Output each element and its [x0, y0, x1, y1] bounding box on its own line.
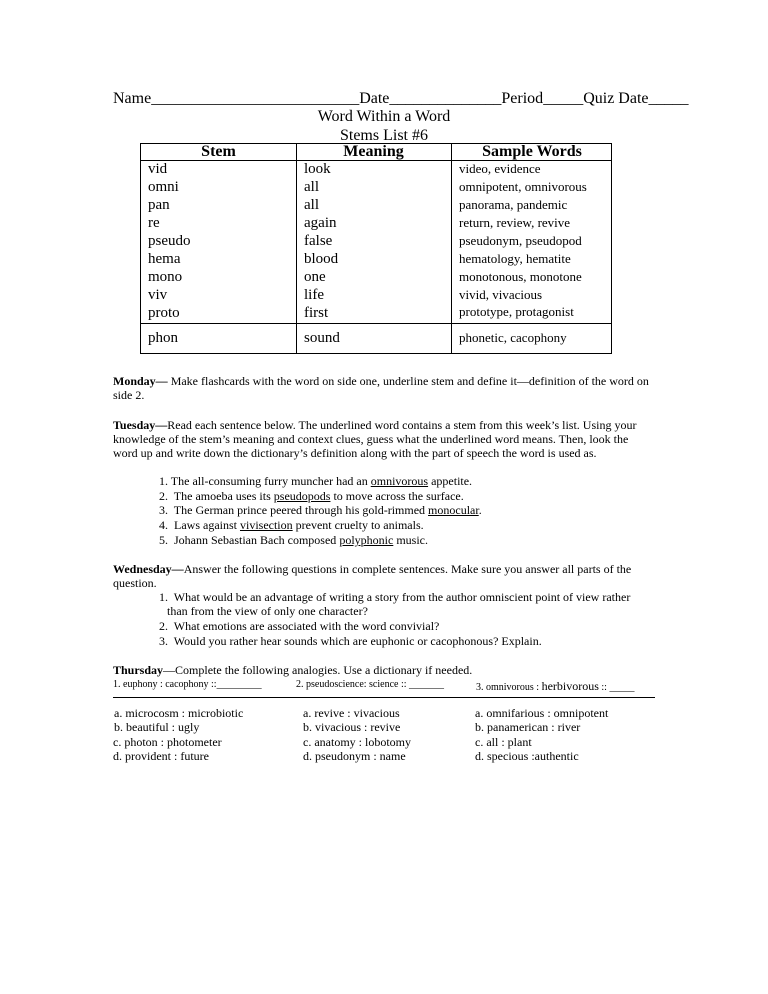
- list-item: 3. Would you rather hear sounds which are euphonic or cacophonous? Explain.: [159, 634, 542, 648]
- page-subtitle: Stems List #6: [339, 127, 428, 144]
- sample-cell: video, evidence: [459, 161, 541, 176]
- answer-choice: a. revive : vivacious: [303, 706, 400, 720]
- answer-choice: c. anatomy : lobotomy: [303, 735, 411, 749]
- list-item: 1. What would be an advantage of writing a story from the author omniscient point of view rather: [159, 590, 631, 604]
- name-label: Name: [113, 90, 152, 107]
- answer-choice: c. all : plant: [475, 735, 532, 749]
- date-label: Date: [359, 90, 390, 107]
- meaning-cell: all: [304, 197, 319, 213]
- meaning-cell: look: [304, 161, 331, 177]
- stem-cell: proto: [148, 305, 180, 321]
- meaning-cell: life: [304, 287, 324, 303]
- underlined-word: polyphonic: [339, 533, 394, 547]
- meaning-cell: sound: [304, 330, 340, 346]
- answer-choice: a. omnifarious : omnipotent: [475, 706, 609, 720]
- answer-choice: c. photon : photometer: [113, 735, 222, 749]
- stem-cell: hema: [148, 251, 181, 267]
- divider: [113, 697, 655, 698]
- list-item-continued: than from the view of only one character?: [167, 604, 368, 618]
- meaning-cell: blood: [304, 251, 339, 267]
- meaning-cell: one: [304, 269, 326, 285]
- sample-cell: omnipotent, omnivorous: [459, 179, 587, 194]
- monday-section: [113, 374, 653, 402]
- name-blank[interactable]: __________________________: [151, 90, 360, 107]
- tuesday-text: Read each sentence below. The underlined word contains a stem from this week’s list. Using your knowledge of the stem’s meaning and context clues, guess what the underlined word means. Then, look the word up and write down the dictionary’s definition along with the part of speech the word is used as.: [113, 418, 637, 460]
- thursday-section: [113, 663, 653, 677]
- period-blank[interactable]: _____: [543, 90, 584, 107]
- answer-choice: d. pseudonym : name: [303, 749, 406, 763]
- stems-table: [140, 143, 612, 354]
- list-item: 4. Laws against vivisection prevent cruelty to animals.: [159, 518, 424, 532]
- wednesday-label: Wednesday—: [113, 562, 184, 576]
- sample-cell: monotonous, monotone: [459, 269, 582, 284]
- list-item: 2. What emotions are associated with the word convivial?: [159, 619, 440, 633]
- meaning-cell: all: [304, 179, 319, 195]
- stem-cell: vid: [148, 161, 168, 177]
- answer-choice: d. provident : future: [113, 749, 209, 763]
- meaning-cell: first: [304, 305, 329, 321]
- answer-choice: b. panamerican : river: [475, 720, 581, 734]
- sample-cell: prototype, protagonist: [459, 304, 574, 319]
- thursday-text: —Complete the following analogies. Use a dictionary if needed.: [163, 663, 473, 677]
- list-item: 3. The German prince peered through his gold-rimmed monocular.: [159, 503, 482, 517]
- quiz-date-blank[interactable]: _____: [648, 90, 689, 107]
- header-stem: Stem: [201, 143, 236, 160]
- stem-cell: omni: [148, 179, 179, 195]
- wednesday-section: [113, 562, 653, 590]
- meaning-cell: again: [304, 215, 337, 231]
- header-meaning: Meaning: [343, 143, 404, 160]
- sample-cell: hematology, hematite: [459, 251, 571, 266]
- list-item: 5. Johann Sebastian Bach composed polyphonic music.: [159, 533, 428, 547]
- sample-cell: return, review, revive: [459, 215, 571, 230]
- wednesday-text: Answer the following questions in complete sentences. Make sure you answer all parts of the question.: [113, 562, 632, 590]
- monday-label: Monday—: [113, 374, 168, 388]
- stem-cell: mono: [148, 269, 183, 285]
- list-item: 1. The all-consuming furry muncher had an omnivorous appetite.: [159, 474, 473, 488]
- sample-cell: phonetic, cacophony: [459, 330, 567, 345]
- sample-cell: panorama, pandemic: [459, 197, 568, 212]
- tuesday-label: Tuesday—: [113, 418, 168, 432]
- answer-choice: b. vivacious : revive: [303, 720, 401, 734]
- sample-cell: vivid, vivacious: [459, 287, 543, 302]
- answer-choice: a. microcosm : microbiotic: [114, 706, 244, 720]
- analogy-prompt-3: 3. omnivorous : herbivorous :: _____: [476, 679, 635, 693]
- stem-cell: re: [148, 215, 160, 231]
- period-label: Period: [501, 90, 544, 107]
- answer-choice: b. beautiful : ugly: [114, 720, 200, 734]
- header-line: [113, 90, 689, 108]
- analogy-prompt-1: 1. euphony : cacophony ::_________: [113, 679, 262, 690]
- underlined-word: monocular: [428, 503, 479, 517]
- date-blank[interactable]: ______________: [389, 90, 502, 107]
- list-item: 2. The amoeba uses its pseudopods to move across the surface.: [159, 489, 464, 503]
- answer-choice: d. specious :authentic: [475, 749, 579, 763]
- underlined-word: vivisection: [239, 518, 293, 532]
- thursday-label: Thursday: [113, 663, 164, 677]
- meaning-cell: false: [304, 233, 333, 249]
- analogy-prompt-2: 2. pseudoscience: science :: _______: [296, 679, 445, 690]
- quiz-date-label: Quiz Date: [583, 90, 649, 107]
- page-title: Word Within a Word: [317, 108, 451, 125]
- header-sample-words: Sample Words: [482, 143, 582, 160]
- stem-cell: viv: [148, 287, 168, 303]
- monday-text: Make flashcards with the word on side one, underline stem and define it—definition of the word on side 2.: [113, 374, 649, 402]
- sample-cell: pseudonym, pseudopod: [459, 233, 582, 248]
- stem-cell: phon: [148, 330, 178, 346]
- underlined-word: pseudopods: [273, 489, 331, 503]
- tuesday-section: [113, 418, 653, 460]
- stem-cell: pseudo: [148, 233, 191, 249]
- underlined-word: omnivorous: [370, 474, 429, 488]
- stem-cell: pan: [148, 197, 170, 213]
